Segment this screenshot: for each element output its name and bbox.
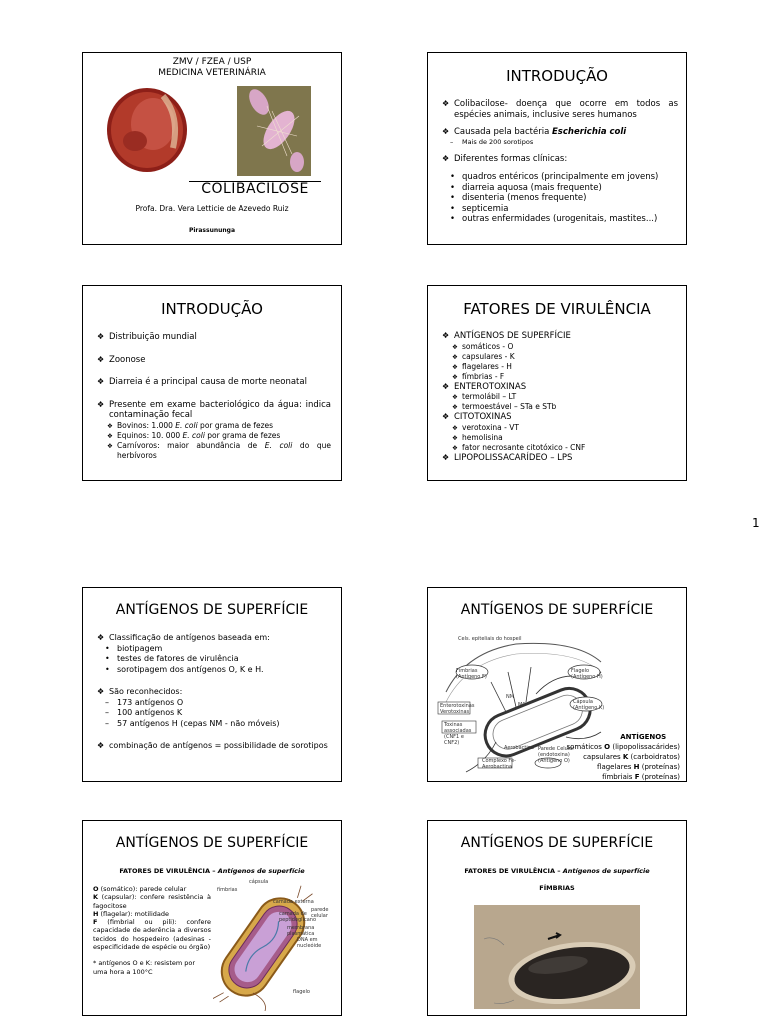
sub-bullet: ❖ fímbrias - F: [442, 372, 678, 382]
bullet: ❖ combinação de antígenos = possibilidade de sorotipos: [97, 741, 333, 752]
diagram-label-enterotoxinas: Enterotoxinas Verotoxinas: [440, 703, 475, 715]
slide-title: ANTÍGENOS DE SUPERFÍCIE: [115, 602, 309, 618]
page-number: 1: [752, 516, 760, 530]
list-item: • quadros entéricos (principalmente em jovens): [442, 172, 678, 183]
slide-fatores-virulencia: [427, 285, 687, 481]
bullet: ❖ Zoonose: [97, 355, 331, 366]
fimbriae-micrograph-image: [474, 905, 640, 1009]
legend-item: somáticos O (lipopolissacárides): [566, 743, 680, 751]
sub-bullet: ❖ Carnívoros: maior abundância de E. coli do que herbívoros: [97, 441, 331, 461]
bacteria-micrograph-image: [237, 86, 311, 176]
diagram-label-toxinas: Toxinas associadas (CNF1 e CNF2): [444, 722, 472, 746]
slide-title: [82, 52, 342, 245]
sub-bullet: ❖ termolábil – LT: [442, 392, 678, 402]
slide-introducao-2: [82, 285, 342, 481]
list-item: – 57 antígenos H (cepas NM - não móveis): [97, 719, 333, 730]
slide-title: ANTÍGENOS DE SUPERFÍCIE: [115, 835, 309, 851]
bullet: ❖ LIPOPOLISSACARÍDEO – LPS: [442, 453, 678, 464]
diagram-label-fimbrias: Fímbrias (Antígeno F): [456, 668, 487, 680]
antigen-legend: [566, 732, 680, 782]
list-item: • biotipagem: [97, 644, 333, 655]
diagram-label-parede: Parede Celular (endotoxina) (Antígeno O): [538, 746, 575, 764]
slide-subtitle: FATORES DE VIRULÊNCIA – Antígenos de superfície: [119, 867, 305, 875]
antigen-k: K (capsular): confere resistência à fagocitose: [93, 893, 211, 910]
diagram-label-flagelo: Flagelo (Antígeno H): [571, 668, 603, 680]
antigen-h: H (flagelar): motilidade: [93, 909, 170, 918]
slide-title: FATORES DE VIRULÊNCIA: [463, 300, 651, 318]
sub-bullet: ❖ capsulares - K: [442, 352, 678, 362]
bullet: ❖ São reconhecidos:: [97, 687, 333, 698]
slide-subtitle-2: FÍMBRIAS: [539, 884, 575, 892]
bullet: ❖ Colibacilose- doença que ocorre em todos as espécies animais, inclusive seres humanos: [442, 99, 678, 120]
diagram-label: camada externa: [273, 899, 314, 905]
slide-body: [97, 633, 333, 752]
slide-location: Pirassununga: [188, 227, 236, 234]
diagram-label: camada de peptidoglicano: [279, 911, 316, 923]
diagram-label-complexo: Complexo Fe-Aerobactina: [482, 758, 516, 770]
diagram-label-host: Cels. epiteliais do hospeil: [458, 636, 522, 642]
diagram-label: parede celular: [311, 907, 329, 919]
sub-bullet: ❖ fator necrosante citotóxico - CNF: [442, 443, 678, 453]
diagram-label-capsula: Cápsula (Antígeno K): [573, 699, 605, 711]
bullet: ❖ CITOTOXINAS: [442, 412, 678, 423]
diagram-label-aerobactina: Aerobactina: [504, 745, 534, 751]
slide-antigenos-1: [82, 587, 342, 782]
list-item: • outras enfermidades (urogenitais, mastites...): [442, 214, 678, 225]
sub-bullet: ❖ Equinos: 10. 000 E. coli por grama de fezes: [97, 431, 331, 441]
slide-introducao-1: [427, 52, 687, 245]
slide-header-line2: MEDICINA VETERINÁRIA: [158, 68, 266, 78]
diagram-label-nm: NM: [506, 694, 515, 700]
diagram-label: cápsula: [249, 879, 269, 885]
bullet: ❖ Diferentes formas clínicas:: [442, 154, 678, 165]
sub-bullet: ❖ termoestável – STa e STb: [442, 402, 678, 412]
slide-subtitle: FATORES DE VIRULÊNCIA – Antígenos de superfície: [464, 867, 650, 875]
list-item: – 100 antígenos K: [97, 708, 333, 719]
bullet: ❖ ENTEROTOXINAS: [442, 382, 678, 393]
list-item: • disenteria (menos frequente): [442, 193, 678, 204]
legend-item: capsulares K (carboidratos): [583, 753, 680, 761]
list-item: • sorotipagem dos antígenos O, K e H.: [97, 665, 333, 676]
antigen-o: O (somático): parede celular: [93, 885, 187, 893]
bullet: ❖ Diarreia é a principal causa de morte neonatal: [97, 377, 331, 388]
list-item: • septicemia: [442, 204, 678, 215]
list-item: • testes de fatores de virulência: [97, 654, 333, 665]
slide-main-title: COLIBACILOSE: [201, 181, 309, 197]
diagram-label-mc: MC: [518, 702, 526, 708]
legend-item: fímbriais F (proteínas): [602, 773, 680, 781]
diagram-label: membrana plasmática: [287, 925, 315, 937]
list-item: – 173 antígenos O: [97, 698, 333, 709]
slide-body: [442, 99, 678, 225]
diagram-label: DNA em nucleóide: [297, 937, 322, 949]
diagram-label: flagelo: [293, 989, 310, 995]
slide-title: ANTÍGENOS DE SUPERFÍCIE: [460, 835, 654, 851]
slide-body: [93, 885, 211, 976]
antigen-f: F (fimbrial ou pili): confere capacidade de aderência a diversos tecidos do hospedeiro (adesinas - especificidade de espécie ou órgão): [93, 918, 211, 952]
slide-antigenos-3: [82, 820, 342, 1016]
sub-bullet: ❖ flagelares - H: [442, 362, 678, 372]
sub-bullet: ❖ verotoxina - VT: [442, 423, 678, 433]
antigen-note: * antígenos O e K: resistem por uma hora a 100°C: [93, 959, 196, 976]
slide-body: [442, 331, 678, 463]
legend-title: ANTÍGENOS: [620, 733, 667, 741]
bullet: ❖ Classificação de antígenos baseada em:: [97, 633, 333, 644]
slide-author: Profa. Dra. Vera Letticie de Azevedo Ruiz: [135, 204, 289, 213]
list-item: • diarreia aquosa (mais frequente): [442, 183, 678, 194]
sub-bullet: – Mais de 200 sorotipos: [442, 138, 678, 147]
slide-title: ANTÍGENOS DE SUPERFÍCIE: [460, 602, 654, 618]
bullet: ❖ Presente em exame bacteriológico da água: indica contaminação fecal: [97, 400, 331, 421]
bullet: ❖ ANTÍGENOS DE SUPERFÍCIE: [442, 331, 678, 342]
slide-antigenos-4: [427, 820, 687, 1016]
slide-header-line1: ZMV / FZEA / USP: [172, 57, 252, 67]
sub-bullet: ❖ somáticos - O: [442, 342, 678, 352]
sub-bullet: ❖ Bovinos: 1.000 E. coli por grama de fezes: [97, 421, 331, 431]
bullet: ❖ Causada pela bactéria Escherichia coli: [442, 127, 678, 138]
legend-item: flagelares H (proteínas): [597, 763, 680, 771]
slide-title: INTRODUÇÃO: [506, 67, 608, 85]
sub-bullet: ❖ hemolisina: [442, 433, 678, 443]
diagram-label: fímbrias: [217, 887, 238, 893]
petri-dish-image: [105, 86, 189, 174]
bullet: ❖ Distribuição mundial: [97, 332, 331, 343]
slide-title: INTRODUÇÃO: [161, 300, 263, 318]
slide-body: [97, 332, 331, 461]
slide-antigenos-2: [427, 587, 687, 782]
